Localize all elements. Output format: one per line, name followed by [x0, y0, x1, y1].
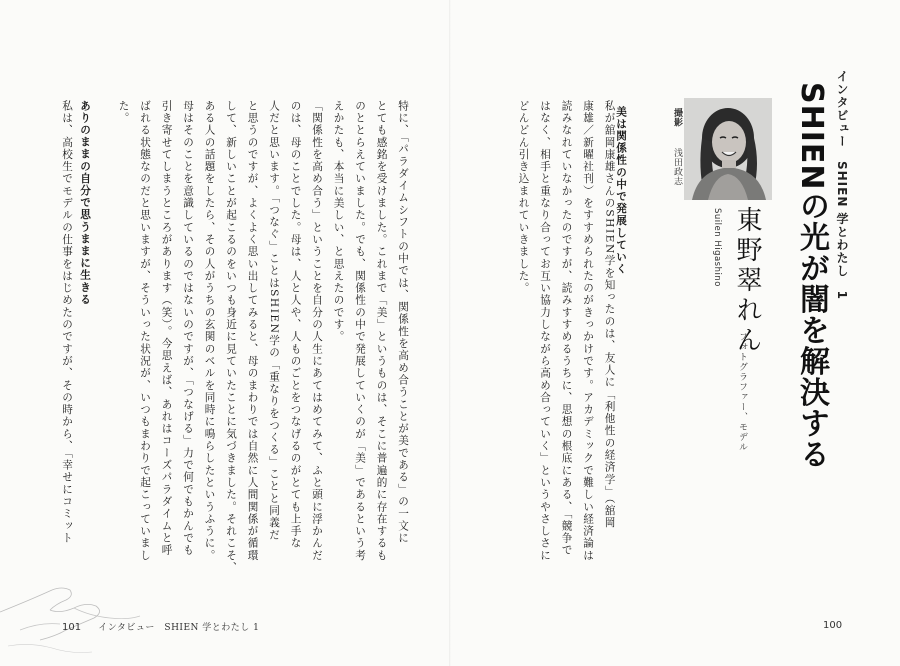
page-number-right: 100: [823, 620, 843, 631]
hands-line-illustration: [0, 560, 200, 660]
intro-line: どんどん引き込まれていきました。: [517, 100, 530, 295]
body-line: 人だと思います。「つなぐ」ことはSHIEN学の「重なりをつくる」ことと同義だ: [268, 100, 280, 542]
body-paragraph-2: [56, 100, 77, 544]
subject-role: フォトグラファー、モデル: [737, 332, 747, 452]
body-line: えかたも、本当に美しい、と思えたのです。: [332, 100, 345, 343]
body-line: のととらえていました。でも、関係性の中で発展していくのが「美」であるという考: [354, 100, 366, 562]
body-line: ある人の話題をしたら、その人がうちの玄関のベルを同時に鳴らしたというふうに。: [203, 100, 216, 562]
body-line: た。: [117, 100, 130, 125]
section-heading-authentic-self: ありのままの自分で思うままに生きる: [79, 100, 91, 306]
body-line: 母はそのことを意識しているのではないのですが、「つなげる」力で何でもかんでも: [182, 100, 194, 557]
body-paragraph: [112, 100, 413, 574]
page-gutter: [449, 0, 451, 666]
body-line: のは、母のことでした。母は、人と人や、人ものごとをつなげるのがとても上手な: [289, 100, 302, 550]
intro-line: はなく、相手と重なり合ってお互い協力しながら高め合っていく」というやさしさに: [539, 100, 551, 562]
body-line: 特に、「パラダイムシフトの中では、関係性を高め合うことが美である」の一文に: [397, 100, 409, 545]
intro-paragraph: [512, 100, 620, 562]
photo-credit-label: 撮影: [672, 108, 682, 127]
subject-name: 東野翠れん: [732, 206, 762, 356]
footer-left: [62, 620, 259, 633]
intro-line: 康雄／新曜社刊）をすすめられたのがきっかけです。アカデミックで難しい経済論は: [582, 100, 594, 562]
photo-credit: [672, 108, 682, 186]
subject-romaji: Suilen Higashino: [712, 208, 722, 287]
article-title: SHIENの光が闇を解決する: [794, 82, 829, 470]
body-line: 私は、高校生でモデルの仕事をはじめたのですが、その時から、「幸せにコミット: [61, 100, 73, 545]
intro-line: 私が舘岡康雄さんのSHIEN学を知ったのは、友人に「利他性の経済学」（舘岡: [603, 100, 616, 529]
body-line: ばれる状態なのだと思いますが、そういった状況が、いつもまわりで起こっていまし: [139, 100, 151, 562]
body-line: と思うのですが、よくよく思い出してみると、母のまわりでは自然に人間関係が循環: [246, 100, 259, 562]
page-number-left: 101: [62, 622, 82, 633]
running-title: インタビュー SHIEN 学とわたし 1: [98, 623, 260, 633]
intro-line: 読みなれていなかったのですが、読みすすめるうちに、思想の根底にある、「競争で: [560, 100, 573, 557]
portrait-photo: [684, 98, 772, 200]
body-line: とても感銘を受けました。これまで「美」というものは、そこに普遍的に存在するも: [375, 100, 388, 562]
photo-credit-name: 浅田政志: [672, 147, 682, 186]
body-line: 「関係性を高め合う」ということを自分の人生にあてはめてみて、ふと頭に浮かんだ: [311, 100, 323, 562]
body-line: 引き寄せてしまうところがあります（笑）。今思えば、あれはコーズパラダイムと呼: [160, 100, 173, 557]
series-label: インタビュー SHIEN 学とわたし 1: [835, 70, 849, 300]
portrait-photo-graphic: [684, 98, 772, 200]
body-line: して、新しいことが起こるのをいつも身近に見ていたことに気づきました。それこそ、: [225, 100, 237, 574]
section-heading-beauty: 美は関係性の中で発展していく: [615, 106, 627, 276]
